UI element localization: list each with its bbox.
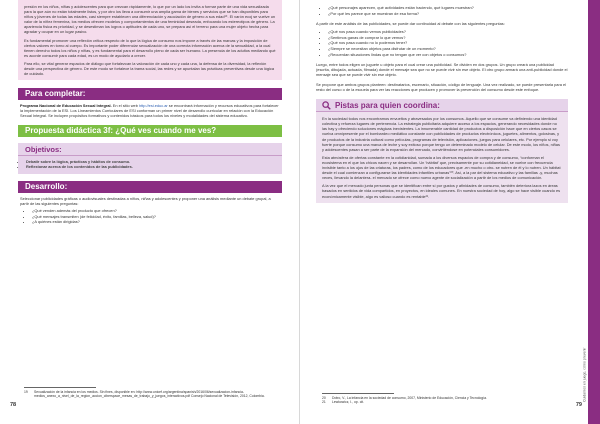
- question-item: • ¿A quiénes están dirigidas?: [32, 219, 282, 224]
- page-number-left: 78: [10, 402, 17, 408]
- intro-box: [18, 0, 282, 80]
- objetivos-heading: Objetivos:: [18, 143, 282, 156]
- pistas-paragraph-1: En la sociedad todos nos encontramos envueltos y atravesados por los consumos. Aquello que se consume va definiendo una identidad colectiva y refuerza lugares de pertenencia. La estrategia publicitaria adquiere acceso a los espacios, generando necesidades donde no las hay y ofreciendo soluciones mágicas inexistentes. La innumerable cantidad de productos a disposición hace que en ciertos casos se vuelva omnipresente por el bombardeo mediático constante con publicidades de productos electrónicos, juguetes, alimentos, golosinas, y de productos de la industria cultural como películas, programas de televisión, aplicaciones, juegos para celulares, etc. Por ejemplo si voy fuerte porque consumo una marca de leche y soy exitoso porque tengo un determinado modelo de celular. De este modo, los niños, niñas y adolescentes pasan a ser parte de la expansión del mercado, convirtiéndose en potenciales consumidores.: [322, 116, 560, 152]
- para-completar-mid: En el sitio web: [111, 103, 139, 109]
- question-item: • ¿Qué venden además del producto que ofrecen?: [32, 208, 282, 213]
- bullet-item: • ¿Siempre se necesitan objetos para disfrutar de un momento?: [328, 46, 568, 51]
- purple-sidebar: [588, 0, 600, 424]
- intro-paragraph-1: presión en los niños, niñas y adolescentes para que crezcan rápidamente, lo que por un lado los invita a formar parte de una vida sexualizada para la que aún no están totalmente listos, y por otro los lleva a consumir una amplia gama de bienes y servicios que se han disponibles para niños y jóvenes de todas las edades, casi siempre establecen una diferenciación y asociación de género a sus edad¹⁹. El varón ecoj se vuelve un valor de la niñez femenina, los medios ofrecen modelos y comportamientos de una feminidad deseada, enfocando los estereotipos de género. La apariencia física es prioridad, y se desestiman los logros o aptitudes de cada uno, se prepara así el terreno para una mujer objeto hecha para agradar y ocupar en un lugar pasivo.: [24, 4, 276, 35]
- bullet-item: • ¿Recuerdan situaciones lindas que no tengan que ver con objetos o consumos?: [328, 52, 568, 57]
- bullet-item: • ¿Qué personajes aparecen, qué actividades están haciendo, qué lugares muestran?: [328, 5, 568, 10]
- para-completar-heading: Para completar:: [18, 88, 282, 100]
- right-column: [316, 5, 568, 203]
- program-name: Programa Nacional de Educación Sexual Integral.: [20, 103, 112, 109]
- desarrollo-intro: Seleccionar publicidades gráficas o audiovisuales destinadas a niños, niñas y adolescentes y proponer una análisis mediante un debate grupal, a partir de las siguientes preguntas:: [20, 195, 271, 206]
- pistas-title: Pistas para quien coordina:: [335, 100, 440, 110]
- bullet-item: • ¿Qué nos pasa cuando vemos publicidades?: [328, 29, 568, 34]
- objetivo-item: • Reflexionar acerca de los contenidos de las publicidades.: [26, 164, 275, 169]
- analysis-paragraph: A partir de este análisis de las publicidades, se puede dar continuidad al debate con las siguientes preguntas:: [316, 20, 505, 26]
- esi-link[interactable]: http://esi.educ.ar: [138, 103, 168, 109]
- debate-bullets: [316, 29, 568, 57]
- page-number-right: 79: [575, 402, 582, 408]
- magnifier-icon: [322, 101, 331, 110]
- footnote-text: Sexualización de la infancia en los medios. Sin fines, disponible en: http://www.unicef.org/argentina/spanish/2016/06/sexualizacion-infancia-medios_anexo_a_nivel_de_la_region_accion_ciberspace_mesas_de_trabajo_y_juegos_interactivos.pdf Consejo Nacional de Televisión, 2012, Colombia.: [34, 390, 265, 399]
- bullet-item: • ¿Por qué les parece que se muestran de esa forma?: [328, 11, 568, 16]
- footnote-text: Dotro, V., La infancia en la sociedad de consumo, 2007, Ministerio de Educación, Ciencia y Tecnología.: [332, 396, 487, 400]
- page-79: [300, 0, 600, 424]
- footnote-21: [322, 400, 562, 404]
- propuesta-heading: Propuesta didáctica 3f: ¿Qué ves cuando me ves?: [18, 125, 282, 137]
- pistas-paragraph-2: Esta atmósfera de ofertas constante en la cotidianidad, sumada a los diversos espacios de compra y de consumo, “conforman el ecosistema en el que los chicos nacen y se desarrollan. Un ‘hábitat’ que, precisamente por su cotidianeidad, se vuelve con frecuencia invisible tanto a los ojos de las criaturas, los padres, como de los educadores que -en mucho o otro- se nutren de él y lo nutren. Un hábitat desde el cual comienzan a configurarse las identidades infantiles urbanas”²⁰. Así, a la par del sistema educativo y las familias -y, muchas veces, llevando la delantera- el mercado se ofrece como nuevo agente de socialización a partir de los medios de comunicación.: [322, 154, 561, 181]
- top-bullets: [316, 5, 568, 16]
- objetivos-list: [18, 156, 282, 174]
- left-column: [18, 0, 282, 225]
- desarrollo-questions: [18, 208, 282, 224]
- objetivo-item: • Debatir sobre la lógica, prácticas y hábitos de consumo.: [26, 159, 275, 164]
- side-running-title: Cuidarnos en juego, cómo prevenir: [582, 347, 586, 402]
- pistas-box: [316, 99, 568, 202]
- pistas-body: [316, 112, 568, 202]
- para-completar-text: [18, 100, 282, 118]
- intro-paragraph-2: Es fundamental promover una reflexión crítica respecto de lo que la lógica de consumo nos impone a través de las marcas y la imposición de ciertos valores en torno al cuerpo. Es importante poder diferenciar sexualización de una correcta información acerca de la sexualidad, a la cual tienen derecho todos los niños y niñas, y es fundamental para el desarrollo pleno de cada ser humano. La presencia de los adultos mediando qué es acorde consumir para cada edad, es un modo de ayudarlo a crecer.: [24, 37, 276, 58]
- footnote-text: Lewkowicz, I., op. cit.: [332, 400, 365, 405]
- footnote-number: 19: [24, 390, 28, 394]
- footnote-number: 21: [322, 400, 326, 405]
- footnote-rule: [24, 387, 96, 388]
- proposal-paragraph: Se propone que ambos grupos planteen: destinatarios, escenario, situación, código de lenguaje. Una vez realizado, se puede presentarla para el resto del curso o de la escuela para ver las reacciones que producen y promover la prevención del consumo desde este enfoque.: [316, 82, 567, 93]
- footnote-rule: [322, 393, 394, 394]
- question-item: • ¿Qué mensajes transmiten (de felicidad, éxito, familias, belleza, salud)?: [32, 214, 282, 219]
- left-footnotes: [24, 387, 282, 399]
- bullet-item: • ¿Sentimos ganas de comprar lo que vemos?: [328, 35, 568, 40]
- pistas-heading: [316, 99, 568, 112]
- intro-paragraph-3: Para ello, se vital generar espacios de diálogo que fortalezcan la valoración de cada uno y cada una, la defensa de la diversidad, la reflexión desde una perspectiva de género. De este modo se fortalece la trama social, las redes y se apuntalan las prácticas preventivas desde una lógica de cuidado.: [24, 60, 275, 77]
- footnote-19: [24, 390, 282, 399]
- activity-paragraph: Luego, entre todos eligen un juguete u objeto para el cual crear una publicidad. Se dividen en dos grupos. Un grupo creará una publicidad (escrita, dibujada, actuada, filmada) donde el mensaje sea que no se puede vivir sin ese objeto. El otro grupo armará una anti-publicidad donde el mensaje sea que se puede vivir sin ese objeto.: [316, 61, 568, 77]
- pistas-paragraph-3: A la vez que el mercado junta personas que se identifican entre sí por gustos y afinidades de consumo, también deteriora lazos en áreas basados en sentidos de vida compartidos, en proyectos, en ideales comunes. En nuestra sociedad de hoy, algo se hace visible cuando es económicamente visible, algo es valioso cuando es rentable²¹.: [322, 183, 561, 199]
- bullet-item: • ¿Qué nos pasa cuando no lo podemos tener?: [328, 40, 568, 45]
- right-footnotes: [322, 393, 562, 405]
- para-completar-rest: se encontrará información y recursos educativos para fortalecer la implementación de la ESI. Los Lineamientos Curriculares de ESI conforman un primer nivel de desarrollo curricular en relación con la Educación Sexual Integral. Se incluyen propósitos formativos y contenidos básicos para todos los niveles y modalidades del sistema educativo.: [20, 103, 279, 119]
- desarrollo-heading: Desarrollo:: [18, 181, 282, 193]
- objetivos-box: [18, 143, 282, 174]
- footnote-number: 20: [322, 396, 326, 400]
